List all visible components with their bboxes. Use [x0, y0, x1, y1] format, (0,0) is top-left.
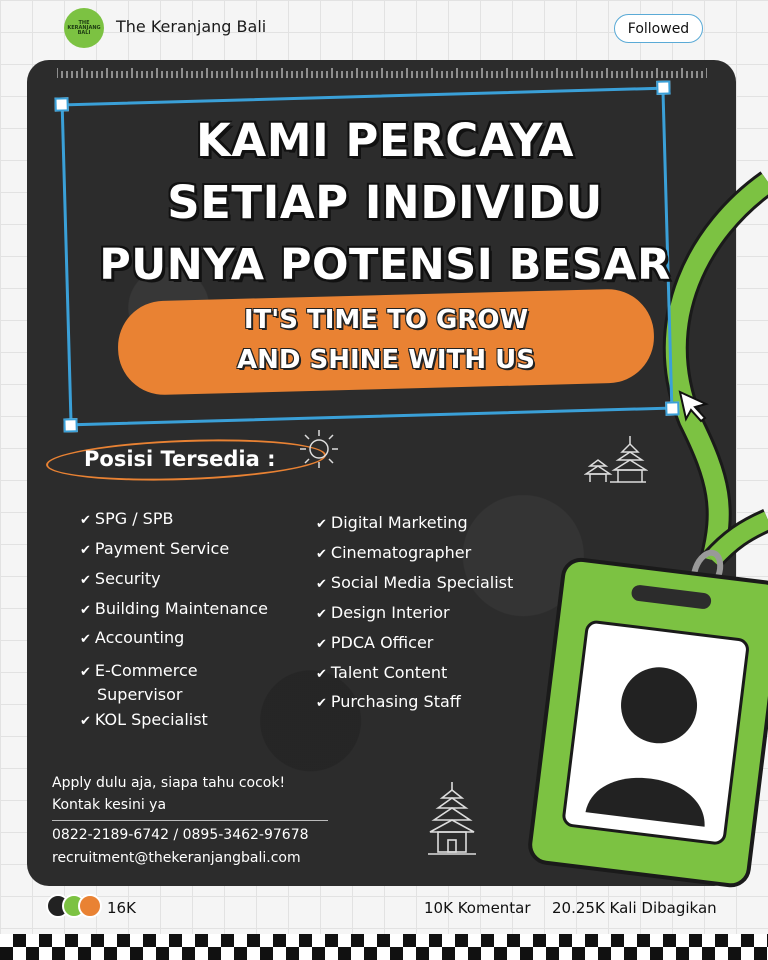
check-icon: ✔: [316, 667, 327, 682]
brand-logo[interactable]: [64, 8, 104, 48]
temple-icon: [584, 430, 648, 486]
brand-name[interactable]: The Keranjang Bali: [116, 17, 267, 36]
job-item: ✔ PDCA Officer: [316, 633, 434, 652]
check-icon: ✔: [80, 714, 91, 729]
resize-handle: [656, 80, 670, 94]
check-icon: ✔: [316, 577, 327, 592]
phone-numbers[interactable]: 0822-2189-6742 / 0895-3462-97678: [52, 827, 309, 843]
job-item: ✔ Social Media Specialist: [316, 573, 514, 592]
job-item: ✔ Building Maintenance: [80, 599, 268, 618]
job-item: ✔ Design Interior: [316, 603, 450, 622]
recruitment-email[interactable]: recruitment@thekeranjangbali.com: [52, 850, 301, 866]
resize-handle: [63, 418, 77, 432]
headline-line-3: PUNYA POTENSI BESAR: [99, 240, 671, 290]
job-item: ✔ Purchasing Staff: [316, 692, 461, 711]
check-icon: ✔: [80, 543, 91, 558]
divider: [52, 820, 328, 821]
check-icon: ✔: [80, 513, 91, 528]
job-item: ✔ SPG / SPB: [80, 509, 174, 528]
post-header: [0, 0, 768, 58]
job-item: ✔ Talent Content: [316, 663, 448, 682]
job-item-continued: Supervisor: [97, 685, 183, 704]
avatar: [78, 894, 102, 918]
check-icon: ✔: [316, 547, 327, 562]
cta-line-2: Kontak kesini ya: [52, 797, 167, 813]
cursor-icon: [676, 388, 712, 424]
sun-icon: [298, 428, 340, 470]
comments-count[interactable]: 10K Komentar: [424, 899, 531, 917]
follow-button[interactable]: Followed: [614, 14, 703, 43]
check-icon: ✔: [80, 665, 91, 680]
likes-count[interactable]: 16K: [107, 899, 136, 917]
shares-count[interactable]: 20.25K Kali Dibagikan: [552, 899, 717, 917]
check-icon: ✔: [316, 637, 327, 652]
logo-text: THE KERANJANG BALI: [67, 19, 101, 36]
reaction-avatars[interactable]: [46, 894, 104, 918]
job-item: ✔ Cinematographer: [316, 543, 472, 562]
job-item: ✔ Digital Marketing: [316, 513, 468, 532]
subheadline-line-1: IT'S TIME TO GROW: [243, 305, 529, 335]
check-icon: ✔: [80, 632, 91, 647]
positions-label: [46, 436, 336, 484]
check-icon: ✔: [80, 603, 91, 618]
job-item: ✔ Payment Service: [80, 539, 230, 558]
job-item: ✔ E-Commerce: [80, 661, 198, 680]
subheadline-line-2: AND SHINE WITH US: [237, 345, 535, 375]
check-icon: ✔: [316, 517, 327, 532]
temple-icon: [426, 780, 478, 858]
check-icon: ✔: [316, 696, 327, 711]
ruler-decoration: [57, 68, 707, 78]
headline-line-1: KAMI PERCAYA: [196, 114, 574, 167]
job-item: ✔ Security: [80, 569, 161, 588]
cta-line-1: Apply dulu aja, siapa tahu cocok!: [52, 775, 286, 791]
subheadline: [118, 300, 654, 380]
job-item: ✔ Accounting: [80, 628, 185, 647]
headline-line-2: SETIAP INDIVIDU: [167, 176, 603, 229]
check-icon: ✔: [80, 573, 91, 588]
positions-label-text: Posisi Tersedia :: [84, 447, 276, 471]
check-icon: ✔: [316, 607, 327, 622]
job-item: ✔ KOL Specialist: [80, 710, 208, 729]
checker-border: [0, 934, 768, 960]
